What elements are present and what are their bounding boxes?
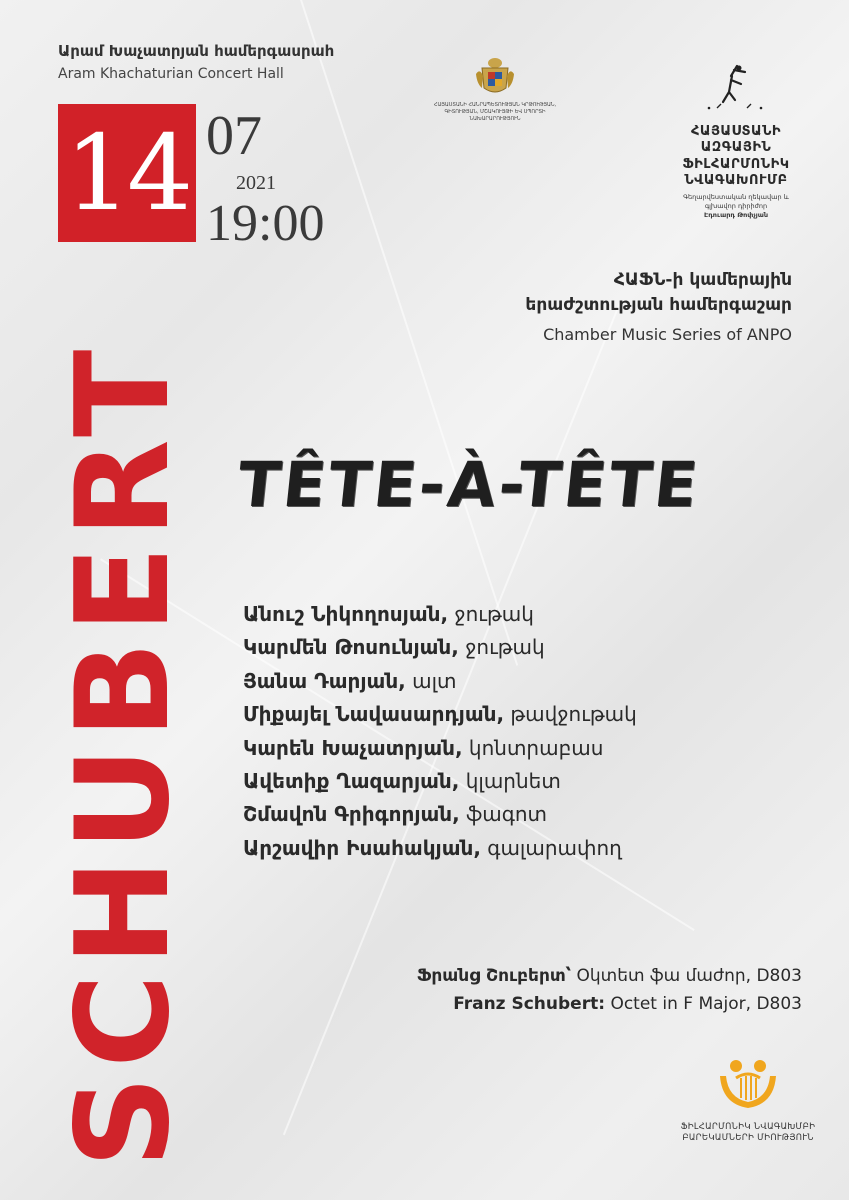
program-line-english	[417, 990, 802, 1018]
program-work-english: Octet in F Major, D803	[610, 994, 802, 1014]
performer-row	[243, 765, 637, 798]
performer-name: Յանա Դարյան,	[243, 668, 406, 693]
program-block	[417, 962, 802, 1018]
venue-name-english: Aram Khachaturian Concert Hall	[58, 66, 284, 82]
orchestra-director-line: Գեղարվեստական ղեկավար և	[683, 193, 789, 201]
performer-row	[243, 698, 637, 731]
orchestra-director-line: Էդուարդ Թոփչյան	[703, 210, 769, 219]
performer-row	[243, 665, 637, 698]
coat-of-arms-icon	[474, 54, 516, 98]
performer-name: Կարեն Խաչատրյան,	[243, 735, 463, 760]
program-work-armenian: Օկտետ ֆա մաժոր, D803	[576, 966, 802, 986]
composer-vertical-title: SCHUBERT	[49, 341, 198, 1168]
orchestra-director-line: գլխավոր դիրիժոր	[704, 201, 768, 210]
orchestra-name	[676, 124, 796, 189]
performer-name: Շմավոն Գրիգորյան,	[243, 802, 460, 827]
program-composer-armenian: Ֆրանց Շուբերտ՝	[416, 966, 572, 986]
orchestra-name-line: ԱԶԳԱՅԻՆ	[700, 140, 772, 156]
date-month: 07	[206, 105, 262, 167]
series-block	[525, 268, 792, 344]
performer-name: Ավետիք Ղազարյան,	[243, 769, 460, 794]
performer-name: Կարմեն Թոսունյան,	[243, 635, 459, 660]
performer-list	[243, 598, 637, 865]
conductor-figure-icon	[701, 64, 771, 112]
date-year: 2021	[236, 172, 276, 194]
performer-instrument: ջութակ	[454, 602, 534, 626]
performer-instrument: ֆագոտ	[466, 802, 547, 827]
orchestra-logo-block	[676, 64, 796, 219]
performer-name: Անուշ Նիկողոսյան,	[243, 602, 449, 626]
performer-instrument: կլարնետ	[465, 769, 561, 794]
orchestra-director	[676, 193, 796, 219]
program-composer-english: Franz Schubert:	[453, 994, 606, 1014]
orchestra-name-line: ՀԱՅԱՍՏԱՆԻ	[690, 124, 782, 139]
performer-row	[243, 832, 637, 865]
series-title-line-2: երաժշտության համերգաշար	[525, 294, 792, 315]
program-line-armenian	[417, 962, 802, 990]
performer-name: Արշավիր Իսահակյան,	[243, 835, 481, 860]
venue-block	[58, 42, 334, 82]
performer-row	[243, 732, 637, 765]
friends-society-line: ՖԻԼՀԱՐՄՈՆԻԿ ՆՎԱԳԱԽՄԲԻ	[680, 1122, 816, 1132]
performer-instrument: կոնտրաբաս	[468, 735, 604, 760]
performer-instrument: ալտ	[412, 668, 457, 693]
performer-name: Միքայել Նավասարդյան,	[243, 702, 505, 727]
performer-row	[243, 798, 637, 831]
date-day-box: 14	[58, 104, 196, 242]
friends-society-block	[678, 1058, 818, 1145]
series-title-line-1: ՀԱՖՆ-ի կամերային	[613, 270, 792, 290]
ministry-logo-block	[420, 54, 570, 123]
performer-instrument: թավջութակ	[510, 702, 637, 727]
venue-name-armenian: Արամ Խաչատրյան համերգասրահ	[58, 42, 335, 60]
performer-instrument: ջութակ	[465, 635, 545, 660]
series-title-english: Chamber Music Series of ANPO	[543, 325, 792, 345]
performer-row	[243, 598, 637, 631]
friends-society-logo-icon	[716, 1058, 780, 1112]
orchestra-name-line: ՖԻԼՀԱՐՄՈՆԻԿ	[682, 156, 790, 172]
performer-row	[243, 631, 637, 664]
ministry-name: ՀԱՅԱՍՏԱՆԻ ՀԱՆՐԱՊԵՏՈՒԹՅԱՆ ԿՐԹՈՒԹՅԱՆ, ԳԻՏՈՒԹՅԱՆ, ՄՇԱԿՈՒՅԹԻ ԵՎ ՍՊՈՐՏԻ ՆԱԽԱՐԱՐՈՒԹՅՈՒՆ	[433, 102, 557, 122]
concert-title: TÊTE-À-TÊTE	[234, 448, 704, 521]
event-time: 19:00	[206, 195, 325, 252]
performer-instrument: գալարափող	[487, 835, 622, 860]
orchestra-name-line: ՆՎԱԳԱԽՈՒՄԲ	[684, 172, 788, 188]
friends-society-name	[678, 1122, 818, 1145]
friends-society-line: ԲԱՐԵԿԱՄՆԵՐԻ ՄԻՈՒԹՅՈՒՆ	[682, 1133, 814, 1144]
